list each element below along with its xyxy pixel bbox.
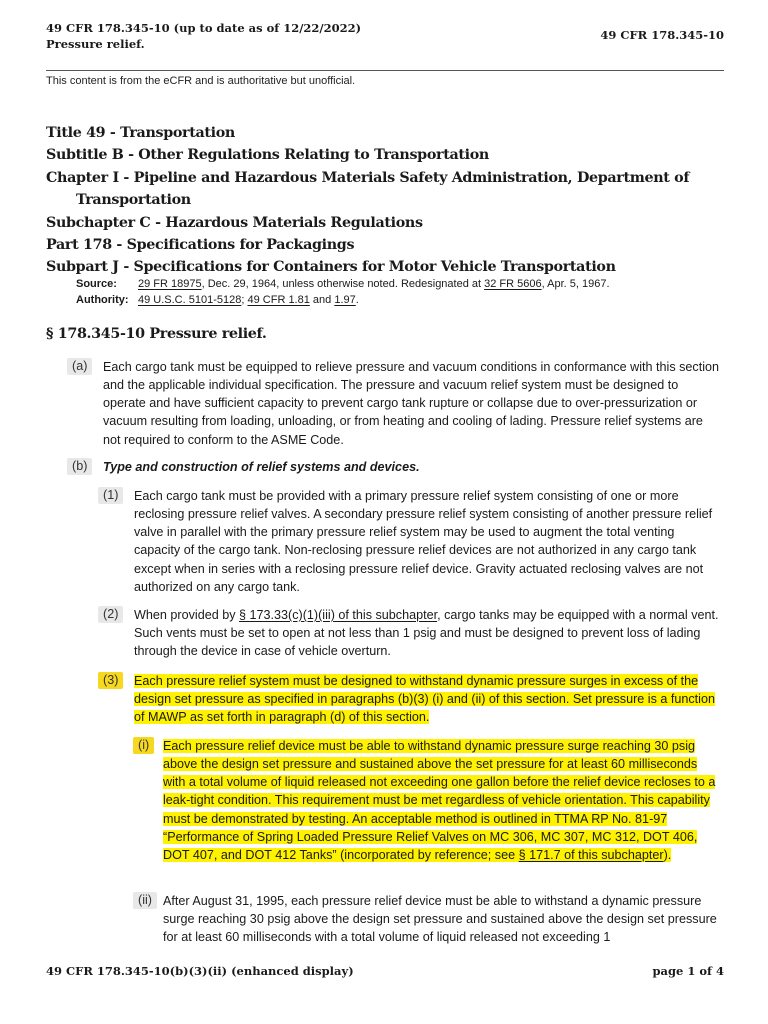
source-text-end: , Apr. 5, 1967. <box>541 278 610 290</box>
document-header <box>46 20 361 52</box>
header-right-citation: 49 CFR 178.345-10 <box>600 28 724 42</box>
header-divider <box>46 70 724 71</box>
hierarchy-chapter-continued: Transportation <box>76 192 191 209</box>
paragraph-b1-text: Each cargo tank must be provided with a primary pressure relief system consisting of one or more reclosing pressure relief valves. A secondary pressure relief system consisting of another pressure relief valve in parallel with the primary pressure relief system may be used to augment the total venting capacity of the cargo tank. Non-reclosing pressure relief devices are not authorized in any cargo tank except when in series with a reclosing pressure relief device. Gravity actuated reclosing valves are not authorized on any cargo tank. <box>134 489 713 594</box>
source-line <box>76 276 610 292</box>
source-link-32fr5606[interactable]: 32 FR 5606 <box>484 278 542 290</box>
authority-link-197[interactable]: 1.97 <box>334 294 356 306</box>
hierarchy-title: Title 49 - Transportation <box>46 125 235 141</box>
paragraph-marker-a: (a) <box>67 358 92 375</box>
paragraph-b3-text: Each pressure relief system must be designed to withstand dynamic pressure surges in excess of the design set pressure as specified in paragraphs (b)(3) (i) and (ii) of this section. Set pressure is a function of MAWP as set forth in paragraph (d) of this section. <box>134 674 715 725</box>
source-link-29fr18975[interactable]: 29 FR 18975 <box>138 278 202 290</box>
link-171-7[interactable]: § 171.7 of this subchapter <box>518 847 664 862</box>
paragraph-b2-text <box>134 606 726 660</box>
authority-notice: This content is from the eCFR and is authoritative but unofficial. <box>46 75 356 87</box>
authority-end: . <box>355 294 359 306</box>
authority-line <box>76 292 610 308</box>
paragraph-b <box>72 458 723 476</box>
section-title: § 178.345-10 Pressure relief. <box>46 326 267 342</box>
source-label: Source: <box>76 278 117 290</box>
paragraph-b2-text-end: , cargo tanks may be equipped with a normal vent. Such vents must be set to open at not less than 1 psig and must be designed to prevent loss of lading through the device in case of vehicle overturn. <box>134 608 719 659</box>
authority-link-cfr181[interactable]: 49 CFR 1.81 <box>247 294 310 306</box>
paragraph-marker-i: (i) <box>133 737 154 754</box>
paragraph-marker-1: (1) <box>98 487 123 504</box>
header-section-name: Pressure relief. <box>46 37 145 51</box>
authority-link-usc[interactable]: 49 U.S.C. 5101-5128 <box>138 294 242 306</box>
hierarchy-subtitle: Subtitle B - Other Regulations Relating to Transportation <box>46 147 489 164</box>
paragraph-b3i <box>138 737 723 864</box>
paragraph-a <box>72 358 723 449</box>
paragraph-b3ii-text: After August 31, 1995, each pressure relief device must be able to withstand a dynamic pressure surge reaching 30 psig above the design set pressure and sustained above the design set pressure for at least 60 milliseconds with a total volume of liquid released not exceeding 1 <box>163 894 717 945</box>
paragraph-marker-3: (3) <box>98 672 123 689</box>
paragraph-marker-2: (2) <box>98 606 123 623</box>
paragraph-b1 <box>103 487 724 596</box>
paragraph-marker-b: (b) <box>67 458 92 475</box>
paragraph-b3i-text-wrap <box>163 737 723 864</box>
hierarchy-part: Part 178 - Specifications for Packagings <box>46 237 355 254</box>
link-173-33[interactable]: § 173.33(c)(1)(iii) of this subchapter <box>239 608 438 622</box>
footer-citation: 49 CFR 178.345-10(b)(3)(ii) (enhanced display) <box>46 964 354 978</box>
paragraph-b3i-text-start: Each pressure relief device must be able to withstand dynamic pressure surge reaching 30 psig above the design set pressure and sustained above the set pressure for at least 60 milliseconds with a total volume of liquid released not exceeding one gallon before the relief device recloses to a leak-tight condition. This requirement must be met regardless of vehicle orientation. This capability must be demonstrated by testing. An acceptable method is outlined in TTMA RP No. 81-97 “Performance of Spring Loaded Pressure Relief Valves on MC 306, MC 307, MC 312, DOT 406, DOT 407, and DOT 412 Tanks” (incorporated by reference; see <box>163 739 716 862</box>
paragraph-b3i-text <box>163 739 715 862</box>
paragraph-b3 <box>103 672 718 726</box>
header-citation: 49 CFR 178.345-10 (up to date as of 12/22/2022) <box>46 21 362 35</box>
paragraph-a-text: Each cargo tank must be equipped to relieve pressure and vacuum conditions in conformance with this section and the applicable individual specification. The pressure and vacuum relief system must be designed to operate and have sufficient capacity to prevent cargo tank rupture or collapse due to over-pressurization or vacuum resulting from loading, unloading, or from heating and cooling of lading. Pressure relief systems are not required to conform to the ASME Code. <box>103 360 720 447</box>
paragraph-marker-ii: (ii) <box>133 892 157 909</box>
paragraph-b2 <box>103 606 726 660</box>
authority-label: Authority: <box>76 294 129 306</box>
page-number: page 1 of 4 <box>652 964 724 978</box>
paragraph-b3-text-wrap <box>134 672 718 726</box>
authority-separator: ; <box>241 294 248 306</box>
paragraph-b-heading: Type and construction of relief systems and devices. <box>103 460 420 474</box>
hierarchy-subchapter: Subchapter C - Hazardous Materials Regulations <box>46 214 423 231</box>
paragraph-b3ii <box>138 892 723 946</box>
hierarchy-subpart: Subpart J - Specifications for Containers for Motor Vehicle Transportation <box>46 259 616 276</box>
hierarchy-chapter: Chapter I - Pipeline and Hazardous Materials Safety Administration, Department of <box>46 169 690 186</box>
paragraph-b3i-text-end: ). <box>663 847 672 862</box>
paragraph-b2-text-start: When provided by <box>134 608 240 622</box>
authority-and: and <box>309 294 335 306</box>
regulation-hierarchy <box>46 122 726 279</box>
source-text: , Dec. 29, 1964, unless otherwise noted. Redesignated at <box>201 278 485 290</box>
source-authority-block <box>76 276 610 308</box>
